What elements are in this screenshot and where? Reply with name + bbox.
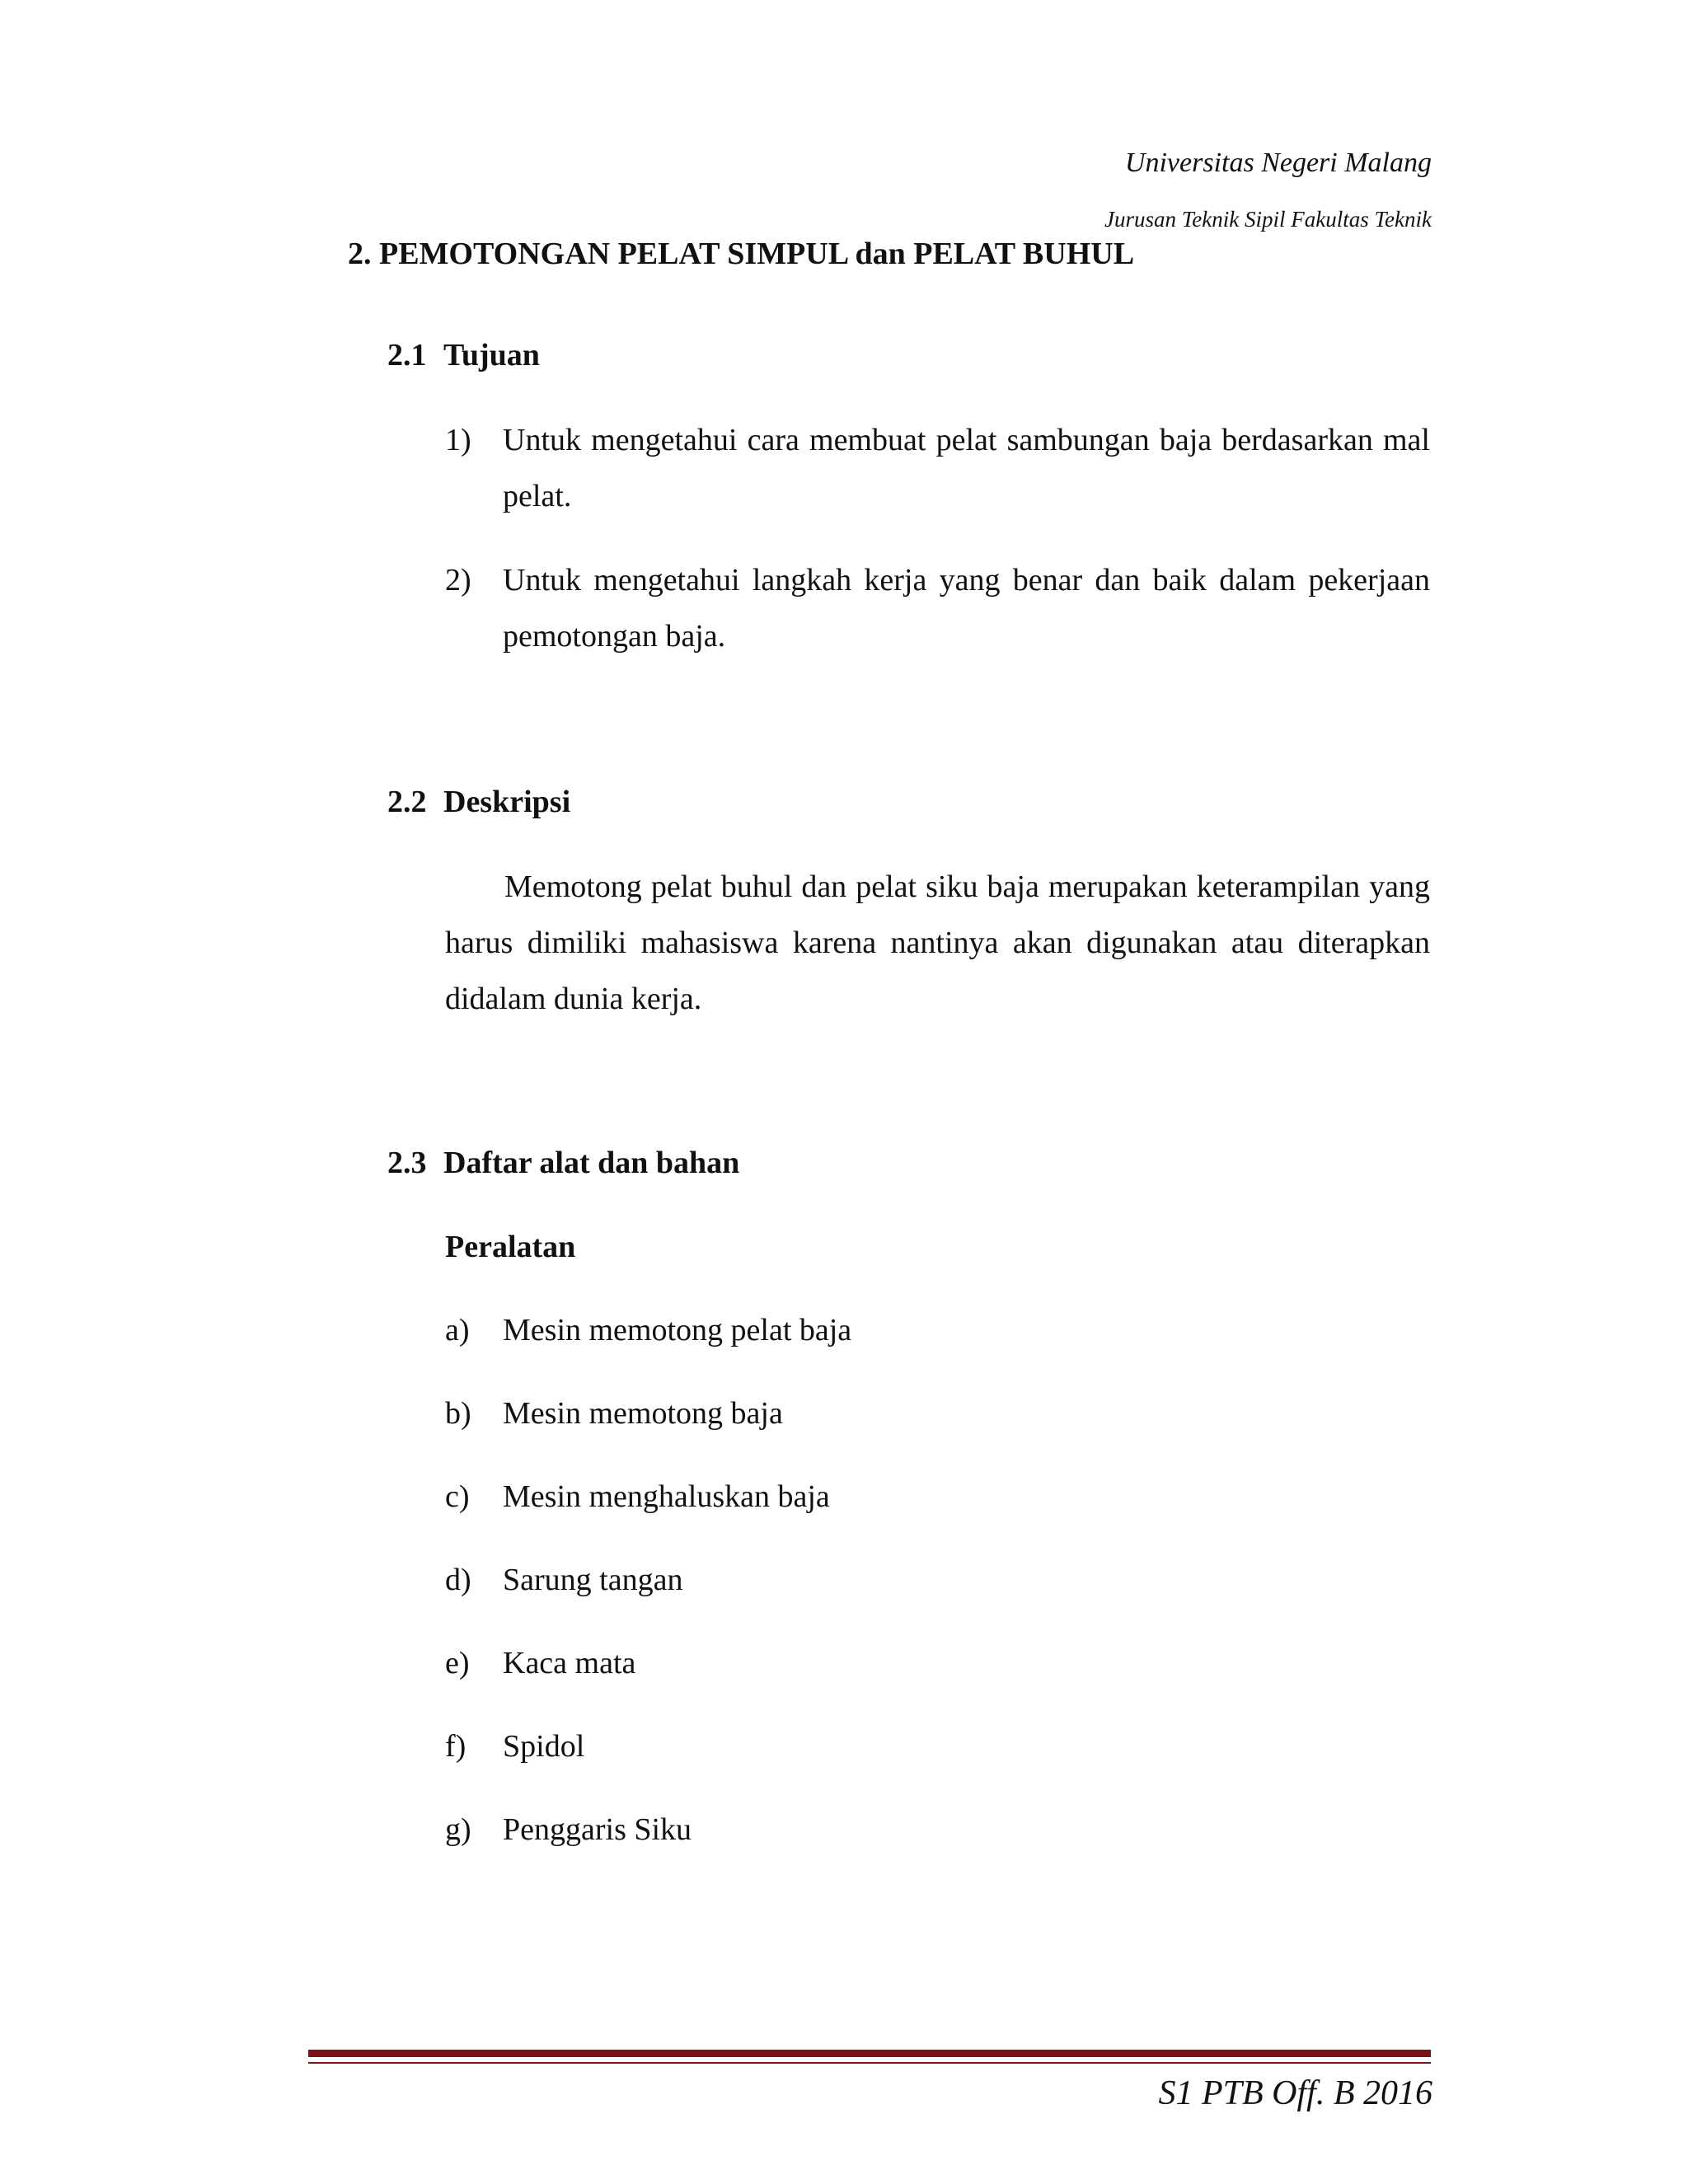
list-item [445, 552, 1430, 664]
chapter-title: 2. PEMOTONGAN PELAT SIMPUL dan PELAT BUHUL [348, 237, 1135, 271]
section-title: Deskripsi [443, 785, 571, 819]
section-title: Tujuan [443, 338, 540, 373]
subheading-peralatan: Peralatan [445, 1230, 576, 1264]
list-text: Penggaris Siku [503, 1812, 692, 1847]
list-text: Untuk mengetahui cara membuat pelat sambungan baja berdasarkan mal pelat. [503, 423, 1430, 513]
header-department: Jurusan Teknik Sipil Fakultas Teknik [1104, 207, 1432, 232]
list-item [445, 1394, 783, 1432]
list-text: Mesin memotong pelat baja [503, 1313, 852, 1347]
list-item [445, 1561, 682, 1599]
list-marker: g) [445, 1812, 471, 1847]
list-item [445, 1478, 830, 1516]
list-text: Sarung tangan [503, 1563, 683, 1597]
section-heading-tujuan [387, 336, 540, 374]
list-item [445, 1727, 584, 1765]
list-marker: b) [445, 1396, 471, 1431]
list-item [445, 1644, 635, 1682]
section-heading-deskripsi [387, 783, 570, 821]
footer-rule-thin [308, 2062, 1431, 2064]
list-marker: 2) [445, 563, 471, 598]
list-text: Mesin menghaluskan baja [503, 1479, 830, 1514]
footer-text: S1 PTB Off. B 2016 [1158, 2074, 1432, 2112]
list-item [445, 1311, 851, 1349]
list-marker: f) [445, 1729, 467, 1764]
list-text: Untuk mengetahui langkah kerja yang benar dan baik dalam pekerjaan pemotongan baja. [503, 563, 1430, 654]
section-number: 2.3 [387, 1146, 427, 1180]
list-marker: e) [445, 1646, 470, 1680]
list-text: Kaca mata [503, 1646, 636, 1680]
section-title: Daftar alat dan bahan [443, 1146, 740, 1180]
section-number: 2.1 [387, 338, 427, 373]
list-marker: 1) [445, 423, 471, 457]
footer-rule-thick [308, 2050, 1431, 2057]
list-item [445, 412, 1430, 524]
list-text: Spidol [503, 1729, 585, 1764]
list-item [445, 1811, 692, 1849]
list-marker: a) [445, 1313, 470, 1347]
list-text: Mesin memotong baja [503, 1396, 783, 1431]
section-number: 2.2 [387, 785, 427, 819]
description-paragraph: Memotong pelat buhul dan pelat siku baja merupakan keterampilan yang harus dimiliki mahasiswa karena nantinya akan digunakan atau diterapkan didalam dunia kerja. [445, 869, 1430, 1016]
section-heading-alat [387, 1144, 739, 1182]
list-marker: c) [445, 1479, 470, 1514]
header-university: Universitas Negeri Malang [1124, 148, 1432, 178]
list-marker: d) [445, 1563, 471, 1597]
